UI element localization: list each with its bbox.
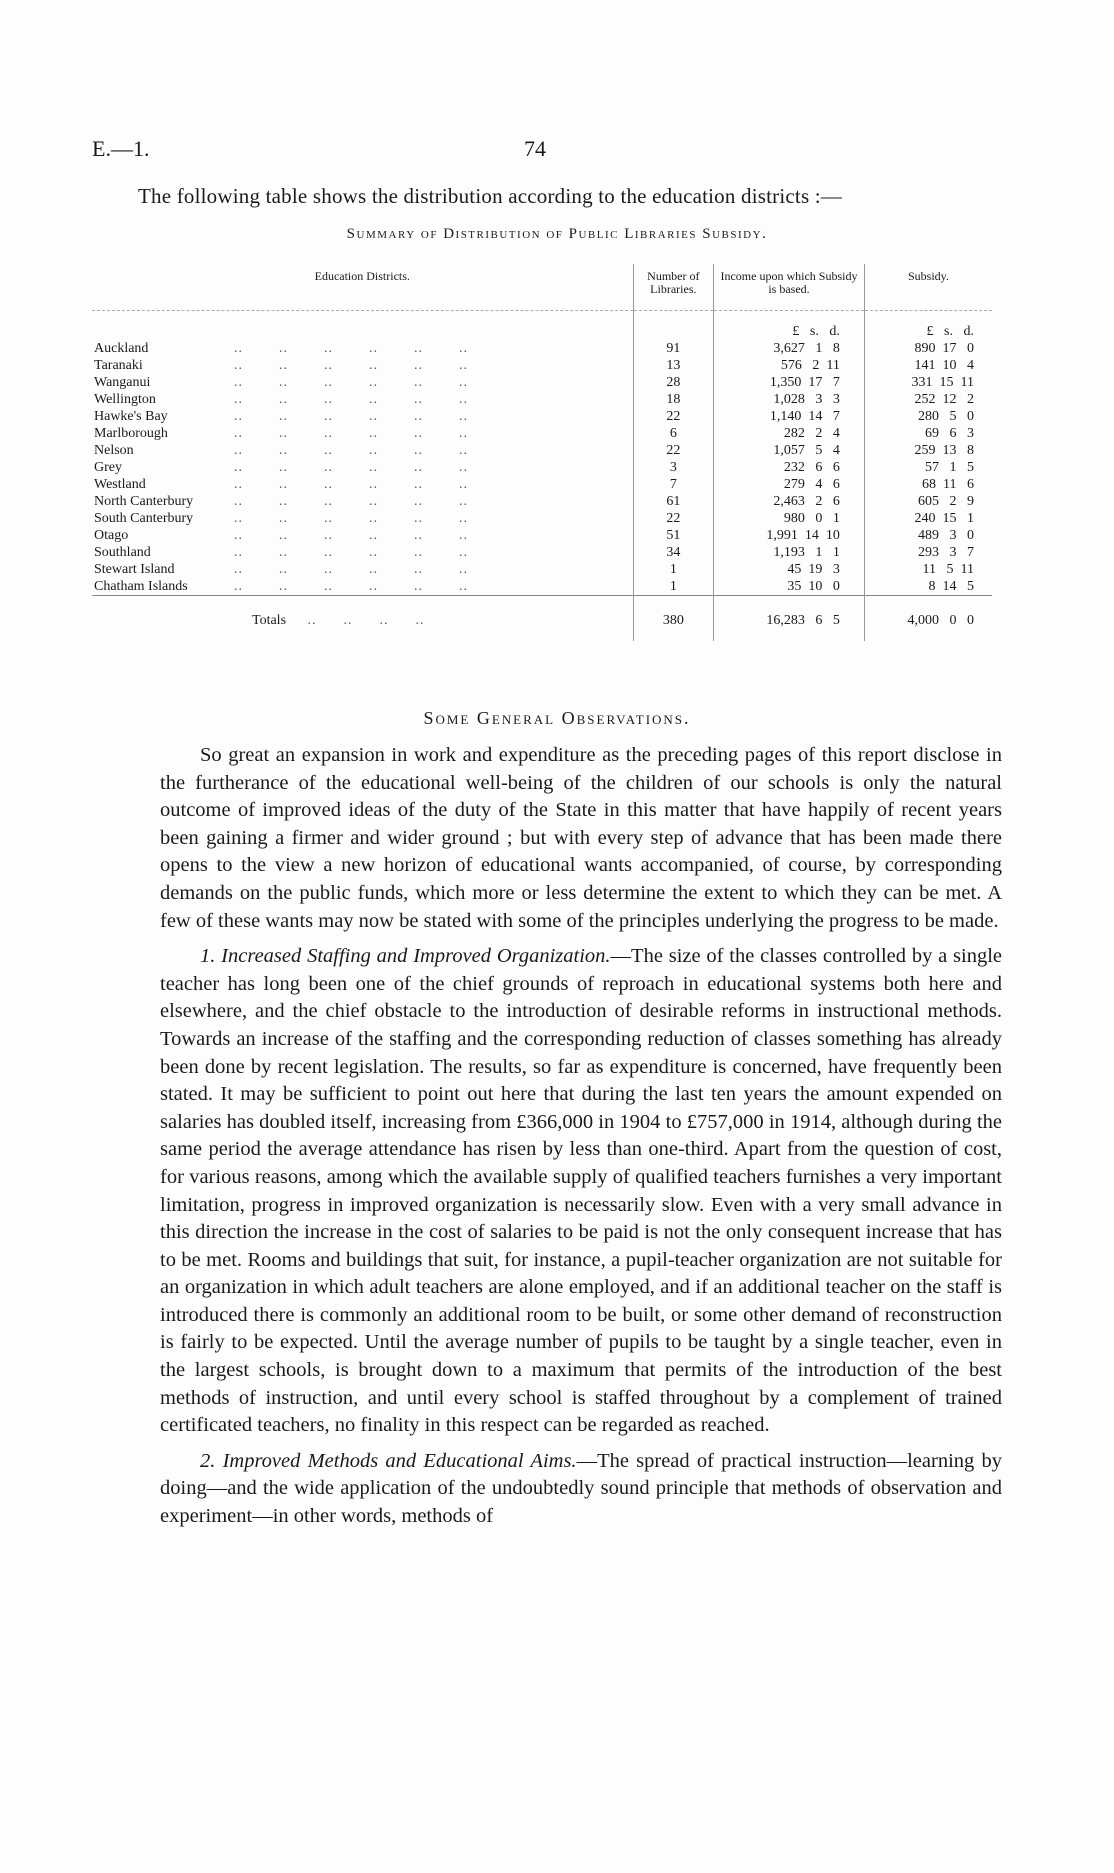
table-row — [92, 510, 992, 527]
libraries-count: 28 — [633, 374, 714, 391]
header-subsidy: Subsidy. — [864, 264, 992, 311]
table-row — [92, 374, 992, 391]
district-cell: Marlborough .. .. .. .. .. .. — [94, 426, 468, 441]
income-value: 2,463 2 6 — [714, 493, 865, 510]
staffing-text: —The size of the classes controlled by a single teacher has long been one of the chief grounds of reproach in educational systems both here and elsewhere, and the chief obstacle to the introduction of desirable reforms in instructional methods. Towards an increase of the staffing and the corresponding reduction of classes something has already been done by recent legislation. The results, so far as expenditure is concerned, have frequently been stated. It may be sufficient to point out here that during the last ten years the amount expended on salaries has doubled itself, increasing from £366,000 in 1904 to £757,000 in 1914, although during the same period the average attendance has risen by less than one-third. Apart from the question of cost, for various reasons, among which the available supply of qualified teachers furnishes a very important limitation, progress in improved organization is necessarily slow. Even with a very small advance in this direction the increase in the cost of salaries to be paid is not the only consequent increase that has to be met. Rooms and buildings that suit, for instance, a pupil-teacher organization are not suitable for an organization in which adult teachers are alone employed, and if an additional teacher on the staff is introduced there is commonly an additional room to be built, or some other demand of reconstruction is fairly to be expected. Until the average number of pupils to be taught by a single teacher, even in the largest schools, is brought down to a maximum that permits of the introduction of the best methods of instruction, and until every school is staffed throughout by a complement of trained certificated teachers, no finality in this respect can be regarded as reached. — [160, 945, 1003, 1437]
table-row — [92, 561, 992, 578]
totals-income: 16,283 6 5 — [714, 596, 865, 642]
subsidy-value: 890 17 0 — [864, 340, 992, 357]
page-number: 74 — [524, 136, 546, 161]
subsidy-value: 57 1 5 — [864, 459, 992, 476]
subsidy-value: 8 14 5 — [864, 578, 992, 596]
totals-subsidy: 4,000 0 0 — [864, 596, 992, 642]
table-row — [92, 476, 992, 493]
table-row — [92, 459, 992, 476]
libraries-count: 18 — [633, 391, 714, 408]
district-cell: South Canterbury .. .. .. .. .. .. — [94, 511, 468, 526]
district-name: North Canterbury — [94, 494, 194, 509]
units-row — [92, 311, 992, 341]
district-name: Hawke's Bay — [94, 409, 168, 424]
district-cell: Taranaki .. .. .. .. .. .. — [94, 358, 468, 373]
header-number: Number of Libraries. — [633, 264, 714, 311]
income-value: 3,627 1 8 — [714, 340, 865, 357]
district-name: Stewart Island — [94, 562, 175, 577]
body-text — [160, 742, 1002, 1539]
table-row — [92, 357, 992, 374]
header-income: Income upon which Subsidy is based. — [714, 264, 865, 311]
district-cell: Wanganui .. .. .. .. .. .. — [94, 375, 468, 390]
district-cell: Otago .. .. .. .. .. .. — [94, 528, 468, 543]
district-name: Wanganui — [94, 375, 151, 390]
income-units: £ s. d. — [714, 311, 865, 341]
libraries-count: 3 — [633, 459, 714, 476]
subsidy-value: 240 15 1 — [864, 510, 992, 527]
income-value: 282 2 4 — [714, 425, 865, 442]
subsidy-value: 252 12 2 — [864, 391, 992, 408]
libraries-count: 61 — [633, 493, 714, 510]
district-cell: North Canterbury .. .. .. .. .. .. — [94, 494, 468, 509]
subsidy-value: 489 3 0 — [864, 527, 992, 544]
table-row — [92, 425, 992, 442]
district-name: Westland — [94, 477, 146, 492]
table-row — [92, 493, 992, 510]
subsidy-value: 141 10 4 — [864, 357, 992, 374]
section-title: Some General Observations. — [423, 708, 691, 728]
table-title: Summary of Distribution of Public Libraries Subsidy. — [346, 226, 768, 242]
district-cell: Auckland .. .. .. .. .. .. — [94, 341, 468, 356]
district-cell: Stewart Island .. .. .. .. .. .. — [94, 562, 468, 577]
district-name: Marlborough — [94, 426, 168, 441]
libraries-count: 22 — [633, 408, 714, 425]
table-row — [92, 578, 992, 596]
staffing-heading: 1. Increased Staffing and Improved Organization. — [200, 945, 611, 968]
district-name: Taranaki — [94, 358, 143, 373]
totals-row: Totals .. .. .. .. 380 16,283 6 5 4,000 0 0 — [92, 596, 992, 642]
income-value: 1,193 1 1 — [714, 544, 865, 561]
income-value: 1,350 17 7 — [714, 374, 865, 391]
district-cell: Southland .. .. .. .. .. .. — [94, 545, 468, 560]
district-cell: Grey .. .. .. .. .. .. — [94, 460, 468, 475]
table-row — [92, 527, 992, 544]
district-cell: Hawke's Bay .. .. .. .. .. .. — [94, 409, 468, 424]
libraries-count: 22 — [633, 510, 714, 527]
subsidy-value: 331 15 11 — [864, 374, 992, 391]
table-row — [92, 442, 992, 459]
table-row — [92, 340, 992, 357]
income-value: 1,140 14 7 — [714, 408, 865, 425]
libraries-count: 1 — [633, 578, 714, 596]
district-name: Wellington — [94, 392, 156, 407]
libraries-count: 34 — [633, 544, 714, 561]
methods-heading: 2. Improved Methods and Educational Aims. — [200, 1449, 577, 1472]
district-name: Southland — [94, 545, 151, 560]
subsidy-units: £ s. d. — [864, 311, 992, 341]
subsidy-value: 280 5 0 — [864, 408, 992, 425]
district-cell: Chatham Islands .. .. .. .. .. .. — [94, 579, 468, 594]
district-name: Otago — [94, 528, 129, 543]
table-row — [92, 391, 992, 408]
report-reference: E.—1. — [92, 136, 150, 161]
totals-label: Totals — [252, 613, 287, 628]
income-value: 35 10 0 — [714, 578, 865, 596]
subsidy-value: 259 13 8 — [864, 442, 992, 459]
district-name: Nelson — [94, 443, 134, 458]
subsidy-table — [92, 264, 992, 641]
income-value: 980 0 1 — [714, 510, 865, 527]
district-cell: Westland .. .. .. .. .. .. — [94, 477, 468, 492]
income-value: 279 4 6 — [714, 476, 865, 493]
methods-text: —The spread of practical instruction—learning by doing—and the wide application of the undoubtedly sound principle that methods of observation and experiment—in other words, methods of — [160, 1449, 1002, 1528]
district-name: Chatham Islands — [94, 579, 188, 594]
subsidy-value: 11 5 11 — [864, 561, 992, 578]
district-name: Grey — [94, 460, 122, 475]
libraries-count: 6 — [633, 425, 714, 442]
subsidy-value: 68 11 6 — [864, 476, 992, 493]
table-row — [92, 544, 992, 561]
table-header-row — [92, 264, 992, 311]
income-value: 1,028 3 3 — [714, 391, 865, 408]
libraries-count: 13 — [633, 357, 714, 374]
libraries-count: 51 — [633, 527, 714, 544]
header-district: Education Districts. — [92, 264, 633, 311]
totals-number: 380 — [633, 596, 714, 642]
libraries-count: 1 — [633, 561, 714, 578]
income-value: 45 19 3 — [714, 561, 865, 578]
income-value: 576 2 11 — [714, 357, 865, 374]
subsidy-value: 69 6 3 — [864, 425, 992, 442]
district-name: Auckland — [94, 341, 149, 356]
district-name: South Canterbury — [94, 511, 194, 526]
district-cell: Wellington .. .. .. .. .. .. — [94, 392, 468, 407]
paragraph-methods — [160, 1448, 1002, 1531]
libraries-count: 91 — [633, 340, 714, 357]
district-cell: Nelson .. .. .. .. .. .. — [94, 443, 468, 458]
subsidy-value: 605 2 9 — [864, 493, 992, 510]
libraries-count: 22 — [633, 442, 714, 459]
paragraph-staffing — [160, 943, 1002, 1440]
subsidy-value: 293 3 7 — [864, 544, 992, 561]
intro-sentence: The following table shows the distribution according to the education districts :— — [138, 184, 843, 208]
page-header — [92, 136, 1012, 166]
paragraph-intro: So great an expansion in work and expenditure as the preceding pages of this report disclose in the furtherance of the educational well-being of the children of our schools is only the natural outcome of improved ideas of the duty of the State in this matter that have happily of recent years been gaining a firmer and wider ground ; but with every step of advance that has been made there opens to the view a new horizon of educational wants accompanied, of course, by corresponding demands on the public funds, which more or less determine the extent to which they can be met. A few of these wants may now be stated with some of the principles underlying the progress to be made. — [160, 744, 1002, 932]
income-value: 1,991 14 10 — [714, 527, 865, 544]
income-value: 232 6 6 — [714, 459, 865, 476]
libraries-count: 7 — [633, 476, 714, 493]
income-value: 1,057 5 4 — [714, 442, 865, 459]
table-row — [92, 408, 992, 425]
